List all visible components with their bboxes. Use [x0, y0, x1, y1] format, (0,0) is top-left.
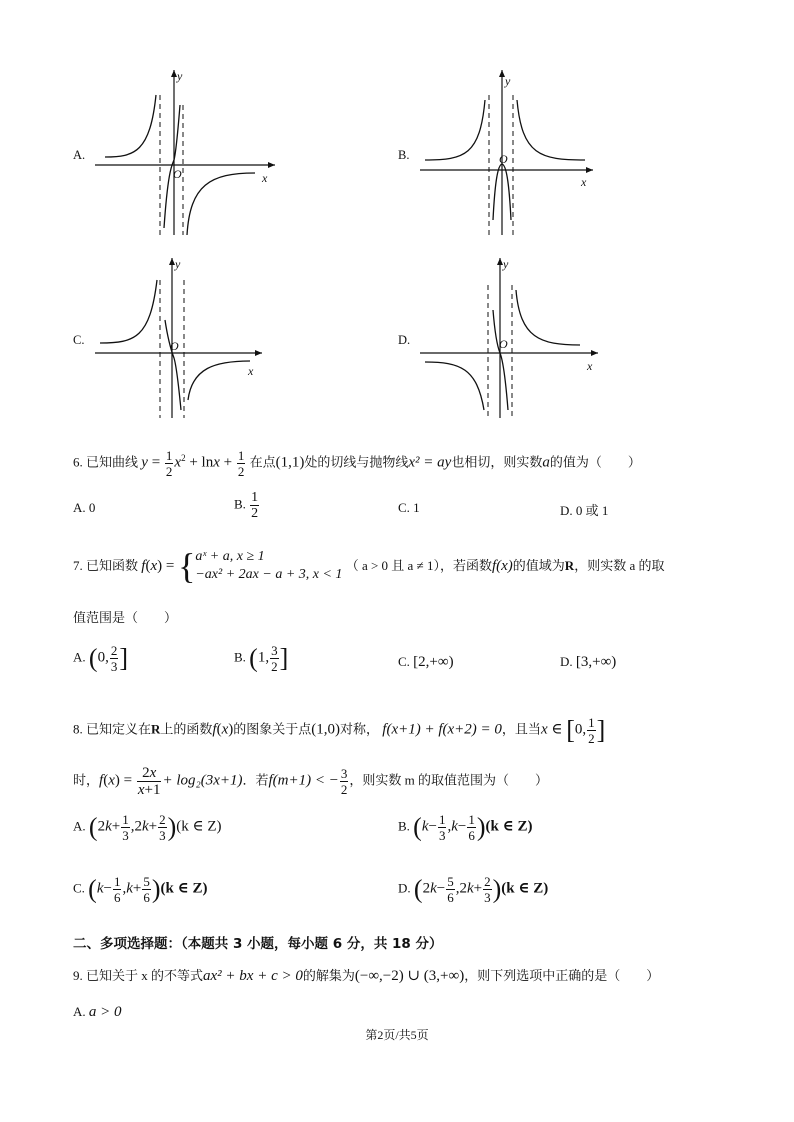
q7-case1: aˣ + a, x ≥ 1 [195, 549, 265, 564]
q8-option-b-label: B. [398, 818, 410, 834]
q8-option-c-label: C. [73, 880, 85, 896]
q8-prefix: 8. 已知定义在 [73, 721, 152, 737]
graph-c-x: x [248, 364, 254, 378]
q7-option-d [560, 654, 616, 671]
graph-a [90, 60, 290, 240]
q8-mid5: ．若 [242, 772, 269, 788]
graph-b [415, 60, 615, 240]
graph-b-x: x [581, 175, 587, 189]
q8-equation: f(x+1) + f(x+2) = 0 [382, 721, 502, 738]
q9-tail: ，则下列选项中正确的是（ ） [464, 968, 660, 983]
q7-mid: 的值域为 [512, 558, 565, 573]
q7-R: R [564, 558, 575, 573]
q6-mid3: 也相切，则实数 [451, 454, 543, 470]
graph-c-label: C. [73, 333, 85, 347]
q6-point: (1,1) [275, 454, 305, 471]
question-6: 6. 已知曲线 y = $\frac{1}{2}$ $x^2 + \ln x$ + $\frac{1}{2}$ 在点(1,1)处的切线与抛物线x² = ay也相切，则实数a的值为（ ） [73, 448, 641, 479]
q7-prefix: 7. 已知函数 [73, 558, 139, 573]
q8-option-b-kz: (k ∈ Z) [485, 818, 533, 835]
graph-c [90, 250, 290, 425]
q7-option-c [398, 654, 454, 671]
q8-point: (1,0) [311, 721, 341, 738]
q6-suffix: 的值为（ ） [549, 454, 641, 470]
q6-mid1: 在点 [249, 454, 276, 470]
q7-option-d-value: [3,+∞) [575, 654, 617, 670]
graph-d [415, 250, 615, 425]
q7-tail: ，则实数 a 的取 [574, 558, 665, 573]
q6-option-a: A. 0 [73, 500, 96, 515]
q6-option-b: B. $\frac{1}{2}$ [234, 490, 259, 521]
graph-d-label: D. [398, 333, 411, 347]
q9-set: (−∞,−2) ∪ (3,+∞) [354, 968, 465, 984]
graph-c-y: y [175, 257, 181, 271]
q8-mid3: 对称， [340, 721, 380, 737]
q9-option-a-value: a > 0 [88, 1004, 122, 1020]
graph-a-x: x [262, 171, 268, 185]
q7-line2: 值范围是（ ） [73, 610, 178, 625]
graph-b-y: y [505, 74, 511, 88]
graph-a-y: y [177, 69, 183, 83]
q8-option-a: A. (2k+ $\frac{1}{3}$ ,2k+ $\frac{2}{3}$ )(k ∈ Z) [73, 812, 222, 843]
q8-option-b: B. (k− $\frac{1}{3}$ ,k− $\frac{1}{6}$ )(k ∈ Z) [398, 812, 533, 843]
q7-cond: （ a > 0 且 a ≠ 1），若函数 [345, 558, 492, 573]
graph-c-o: O [170, 339, 179, 353]
q8-R: R [151, 721, 161, 737]
q6-option-c: C. 1 [398, 500, 420, 515]
q6-option-d: D. 0 或 1 [560, 503, 609, 518]
q8-mid2: 的图象关于点 [233, 721, 312, 737]
q7-option-b-label: B. [234, 649, 246, 665]
q6-prefix: 6. 已知曲线 [73, 454, 139, 470]
section-2-title: 二、多项选择题：（本题共 3 小题，每小题 6 分，共 18 分） [73, 936, 443, 952]
graph-d-o: O [499, 337, 508, 351]
graph-a-label: A. [73, 148, 86, 162]
q7-option-c-label: C. [398, 654, 410, 669]
q8-line2-prefix: 时， [73, 772, 100, 788]
q8-option-a-label: A. [73, 818, 86, 834]
q7-fx: f(x) [491, 558, 513, 574]
q6-parabola: x² = ay [408, 454, 452, 471]
q8-mid1: 上的函数 [160, 721, 213, 737]
q7-option-a: A. (0, $\frac{2}{3}$ ] [73, 643, 128, 674]
q7-case2: −ax² + 2ax − a + 3, x < 1 [195, 567, 343, 582]
q7-option-a-label: A. [73, 649, 86, 665]
q9-option-a-label: A. [73, 1004, 86, 1019]
q8-tail: ，则实数 m 的取值范围为（ ） [349, 772, 548, 788]
q6-mid2: 处的切线与抛物线 [304, 454, 409, 470]
q8-option-d-label: D. [398, 880, 411, 896]
q8-option-a-kz: (k ∈ Z) [176, 818, 222, 835]
q8-line2: 时，f(x) = $\frac{2x}{x+1}$ + log₂(3x+1)．若f(m+1) < − $\frac{3}{2}$ ，则实数 m 的取值范围为（ ） [73, 765, 548, 798]
q9-prefix: 9. 已知关于 x 的不等式 [73, 968, 204, 983]
graph-d-y: y [503, 257, 509, 271]
q8-inequality: f(m+1) < − [268, 772, 339, 789]
q8-option-d-kz: (k ∈ Z) [501, 880, 549, 897]
graph-a-o: O [173, 167, 182, 181]
q8-log-part: + log₂(3x+1) [162, 772, 243, 789]
q6-var: a [542, 454, 550, 471]
question-7: 7. 已知函数 f(x) = { aˣ + a, x ≥ 1 −ax² + 2ax − a + 3, x < 1 （ a > 0 且 a ≠ 1），若函数f(x)的值域为R，则实数 a 的取 [73, 546, 665, 586]
q8-mid4: ，且当 [501, 721, 541, 737]
question-8: 8. 已知定义在R上的函数f(x)的图象关于点(1,0)对称， f(x+1) + f(x+2) = 0，且当x ∈ [0, $\frac{1}{2}$ ] [73, 715, 606, 746]
q7-option-c-value: [2,+∞) [413, 654, 454, 670]
graph-b-label: B. [398, 148, 410, 162]
q9-mid: 的解集为 [302, 968, 355, 983]
q7-option-d-label: D. [560, 654, 573, 669]
q8-option-c: C. (k− $\frac{1}{6}$ ,k+ $\frac{5}{6}$ )(k ∈ Z) [73, 874, 208, 905]
q9-inequality: ax² + bx + c > 0 [203, 968, 303, 984]
question-9 [73, 968, 659, 984]
graph-d-x: x [587, 359, 593, 373]
graph-b-o: O [499, 152, 508, 166]
q8-option-c-kz: (k ∈ Z) [160, 880, 208, 897]
page-footer: 第2页/共5页 [365, 1028, 429, 1042]
q9-option-a [73, 1004, 122, 1021]
q6-option-b-label: B. [234, 496, 246, 512]
q7-option-b: B. (1, $\frac{3}{2}$ ] [234, 643, 289, 674]
q8-option-d: D. (2k− $\frac{5}{6}$ ,2k+ $\frac{2}{3}$ )(k ∈ Z) [398, 874, 549, 905]
